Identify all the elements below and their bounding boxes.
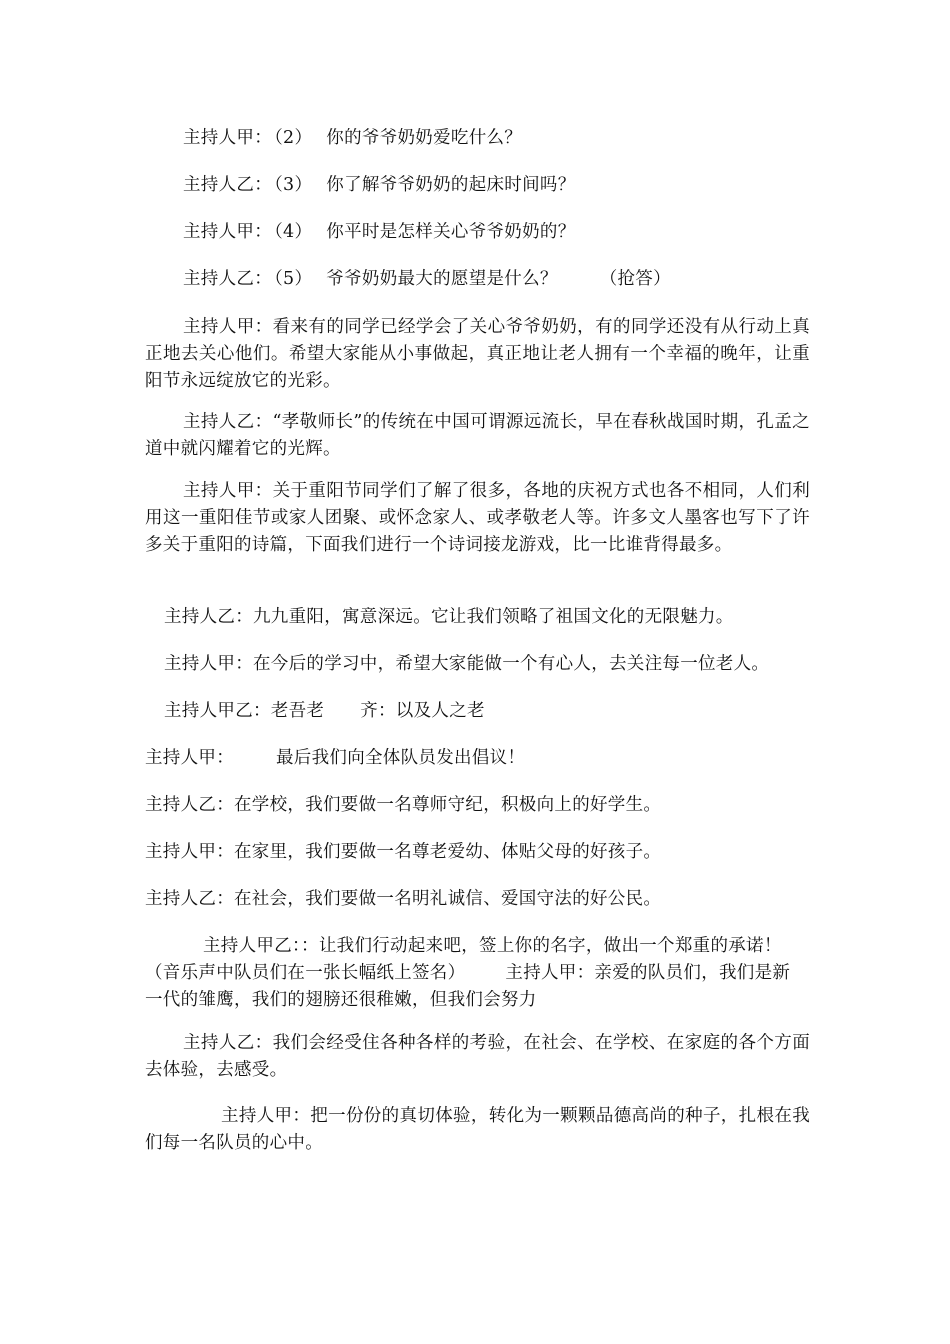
- paragraph: 主持人甲：在家里，我们要做一名尊老爱幼、体贴父母的好孩子。: [145, 842, 662, 862]
- dialogue-part: 主持人甲乙：老吾老: [164, 701, 325, 721]
- paragraph: 主持人甲：在今后的学习中，希望大家能做一个有心人，去关注每一位老人。: [164, 654, 770, 674]
- paragraph: 主持人甲：关于重阳节同学们了解了很多，各地的庆祝方式也各不相同，人们利用这一重阳佳节或家人团聚、或怀念家人、或孝敬老人等。许多文人墨客也写下了许多关于重阳的诗篇，下面我们进行一个诗词接龙游戏，比一比谁背得最多。: [145, 481, 810, 555]
- question-line: [183, 219, 576, 245]
- paragraph: 主持人乙：“孝敬师长”的传统在中国可谓源远流长，早在春秋战国时期，孔孟之道中就闪耀着它的光辉。: [145, 412, 810, 459]
- paragraph: 主持人乙：我们会经受住各种各样的考验，在社会、在学校、在家庭的各个方面去体验，去感受。: [145, 1033, 810, 1080]
- question-number: （3）: [274, 175, 313, 195]
- dialogue-text: 主持人甲：亲爱的队员们，我们是新: [505, 963, 791, 983]
- question-number: （2）: [274, 128, 313, 148]
- question-line: [183, 125, 522, 151]
- question-number: （5）: [274, 269, 313, 289]
- paragraph-line: 主持人甲乙：：让我们行动起来吧，签上你的名字，做出一个郑重的承诺！: [203, 936, 782, 956]
- stage-direction: （音乐声中队员们在一张长幅纸上签名）: [145, 963, 466, 983]
- question-line: [183, 172, 576, 198]
- speaker-label: 主持人甲：: [145, 748, 234, 768]
- paragraph: 主持人甲：看来有的同学已经学会了关心爷爷奶奶，有的同学还没有从行动上真正地去关心他们。希望大家能从小事做起，真正地让老人拥有一个幸福的晚年，让重阳节永远绽放它的光彩。: [145, 317, 810, 391]
- question-text: 你平时是怎样关心爷爷奶奶的？: [326, 222, 576, 242]
- question-text: 你的爷爷奶奶爱吃什么？: [326, 128, 523, 148]
- paragraph: [164, 698, 485, 724]
- paragraph: 主持人乙：在社会，我们要做一名明礼诚信、爱国守法的好公民。: [145, 889, 662, 909]
- speaker-label: 主持人乙：: [183, 175, 272, 195]
- question-text: 你了解爷爷奶奶的起床时间吗？: [326, 175, 576, 195]
- question-note: （抢答）: [599, 269, 671, 289]
- speaker-label: 主持人甲：: [183, 222, 272, 242]
- question-line: [183, 266, 671, 292]
- paragraph-line: 一代的雏鹰，我们的翅膀还很稚嫩，但我们会努力: [145, 990, 537, 1010]
- paragraph: [145, 745, 525, 771]
- speaker-label: 主持人甲：: [183, 128, 272, 148]
- speaker-label: 主持人乙：: [183, 269, 272, 289]
- question-text: 爷爷奶奶最大的愿望是什么？: [326, 269, 558, 289]
- dialogue-part: 齐：以及人之老: [360, 701, 485, 721]
- dialogue-text: 最后我们向全体队员发出倡议！: [276, 748, 526, 768]
- paragraph: 主持人乙：九九重阳，寓意深远。它让我们领略了祖国文化的无限魅力。: [164, 607, 734, 627]
- paragraph-line: [145, 960, 790, 986]
- paragraph: 主持人乙：在学校，我们要做一名尊师守纪，积极向上的好学生。: [145, 795, 662, 815]
- paragraph: 主持人甲：把一份份的真切体验，转化为一颗颗品德高尚的种子，扎根在我们每一名队员的心中。: [145, 1106, 810, 1153]
- question-number: （4）: [274, 222, 313, 242]
